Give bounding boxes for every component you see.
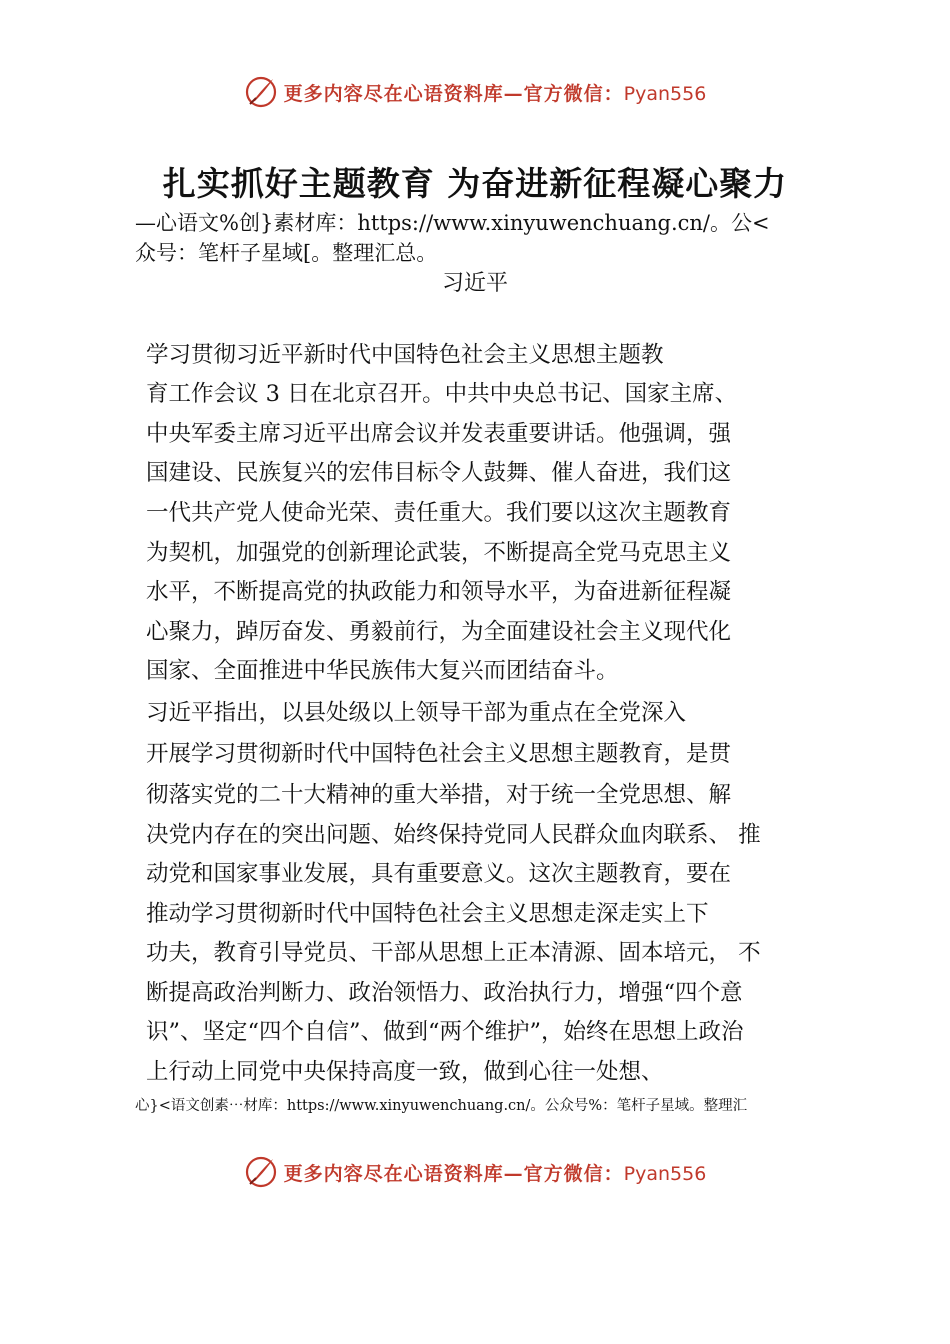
footer-source-note: 心}<语文创素⋯材库：https://www.xinyuwenchuang.cn/。公众号%：笔杆子星域。整理汇: [135, 1098, 748, 1114]
bottom-banner: [0, 1150, 950, 1194]
body-line: 习近平指出，以县处级以上领导干部为重点在全党深入: [146, 700, 687, 726]
banner-text: 更多内容尽在心语资料库—官方微信：Pyan556: [283, 82, 707, 105]
feather-pen-logo-icon: [244, 1155, 278, 1189]
body-line: 断提高政治判断力、政治领悟力、政治执行力，增强“四个意: [146, 980, 743, 1006]
feather-pen-logo-icon: [244, 75, 278, 109]
body-line: 学习贯彻习近平新时代中国特色社会主义思想主题教: [146, 342, 664, 368]
body-line: 为契机，加强党的创新理论武装，不断提高全党马克思主义: [146, 540, 732, 566]
body-line: 上行动上同党中央保持高度一致，做到心往一处想、: [146, 1059, 664, 1085]
banner-text: 更多内容尽在心语资料库—官方微信：Pyan556: [283, 1162, 707, 1185]
body-line: 推动学习贯彻新时代中国特色社会主义思想走深走实上下: [146, 901, 709, 927]
source-note-line-2: 众号：笔杆子星域[。整理汇总。: [135, 241, 438, 265]
body-line: 识”、坚定“四个自信”、做到“两个维护”，始终在思想上政治: [146, 1019, 744, 1045]
body-line: 国家、全面推进中华民族伟大复兴而团结奋斗。: [146, 658, 619, 684]
body-line: 心聚力，踔厉奋发、勇毅前行，为全面建设社会主义现代化: [146, 619, 732, 645]
body-line: 育工作会议 3 日在北京召开。中共中央总书记、国家主席、: [146, 381, 738, 407]
body-line: 开展学习贯彻新时代中国特色社会主义思想主题教育，是贯: [146, 741, 732, 767]
body-line: 水平，不断提高党的执政能力和领导水平，为奋进新征程凝: [146, 579, 732, 605]
body-line: 功夫，教育引导党员、干部从思想上正本清源、固本培元， 不: [146, 940, 761, 966]
body-line: 国建设、民族复兴的宏伟目标令人鼓舞、催人奋进，我们这: [146, 460, 732, 486]
body-line: 中央军委主席习近平出席会议并发表重要讲话。他强调，强: [146, 421, 732, 447]
top-banner: [0, 70, 950, 114]
body-line: 一代共产党人使命光荣、责任重大。我们要以这次主题教育: [146, 500, 732, 526]
body-line: 动党和国家事业发展，具有重要意义。这次主题教育，要在: [146, 861, 732, 887]
document-title: 扎实抓好主题教育 为奋进新征程凝心聚力: [162, 164, 788, 203]
source-note-line-1: —心语文%创}素材库：https://www.xinyuwenchuang.cn/。公<: [135, 211, 770, 235]
body-line: 决党内存在的突出问题、始终保持党同人民群众血肉联系、 推: [146, 822, 761, 848]
body-line: 彻落实党的二十大精神的重大举措，对于统一全党思想、解: [146, 782, 732, 808]
author-name: 习近平: [441, 271, 508, 296]
